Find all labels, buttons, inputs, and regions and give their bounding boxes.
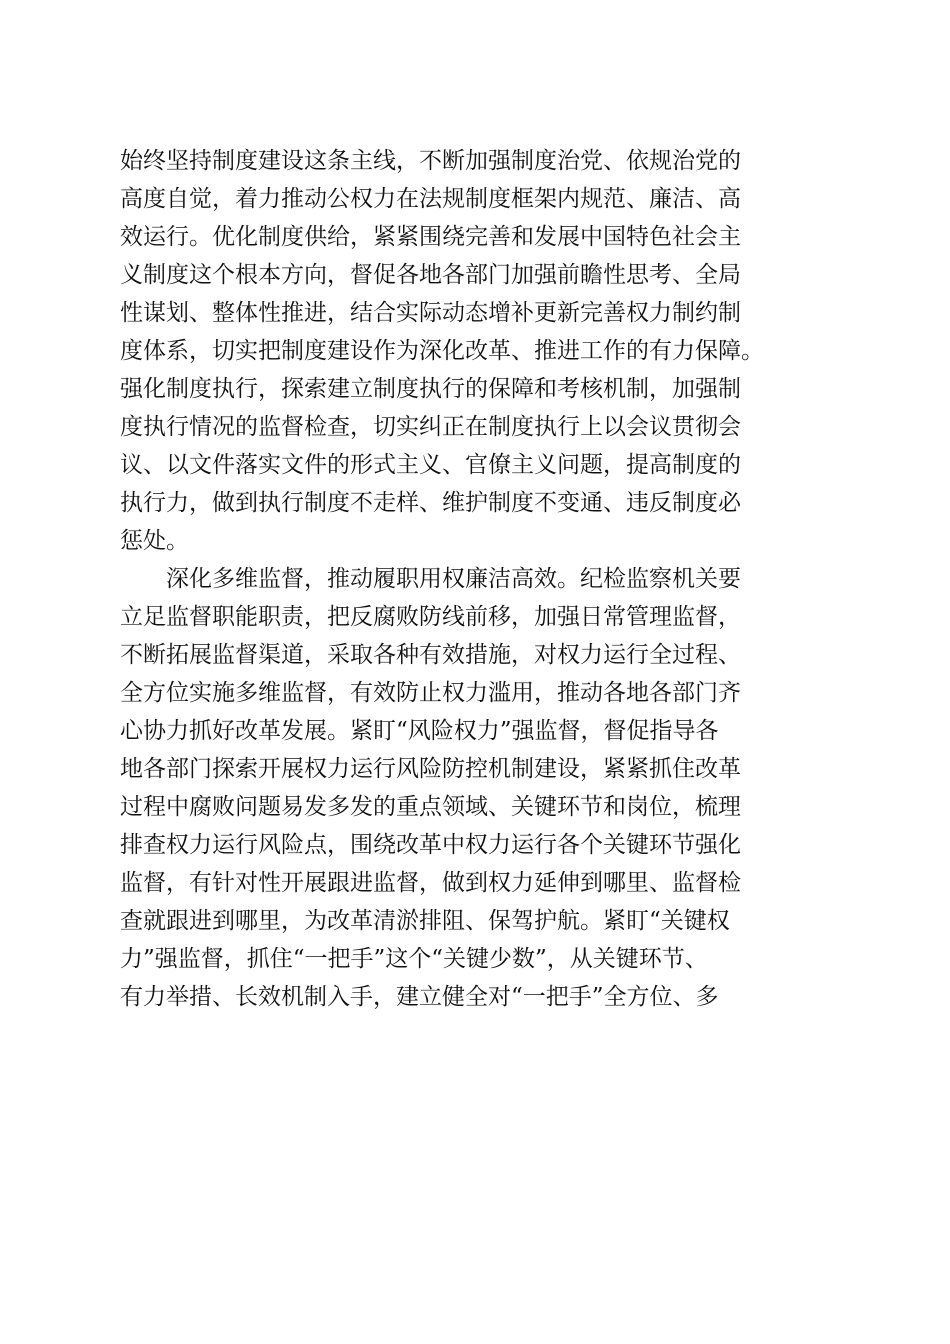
text-line: 监督，有针对性开展跟进监督，做到权力延伸到哪里、监督检 bbox=[120, 870, 741, 896]
text-line: 过程中腐败问题易发多发的重点领域、关键环节和岗位，梳理 bbox=[120, 794, 741, 820]
body-text bbox=[120, 142, 850, 1016]
text-line: 始终坚持制度建设这条主线，不断加强制度治党、依规治党的 bbox=[120, 148, 741, 174]
text-line: 心协力抓好改革发展。紧盯“风险权力”强监督，督促指导各 bbox=[120, 718, 719, 744]
paragraph-start-line: 深化多维监督，推动履职用权廉洁高效。纪检监察机关要 bbox=[166, 566, 741, 592]
text-line: 强化制度执行，探索建立制度执行的保障和考核机制，加强制 bbox=[120, 376, 741, 402]
text-line: 度体系，切实把制度建设作为深化改革、推进工作的有力保障。 bbox=[120, 338, 764, 364]
text-line: 不断拓展监督渠道，采取各种有效措施，对权力运行全过程、 bbox=[120, 642, 741, 668]
text-line: 义制度这个根本方向，督促各地各部门加强前瞻性思考、全局 bbox=[120, 262, 741, 288]
text-line: 力”强监督，抓住“一把手”这个“关键少数”，从关键环节、 bbox=[120, 946, 708, 972]
text-line: 高度自觉，着力推动公权力在法规制度框架内规范、廉洁、高 bbox=[120, 186, 741, 212]
text-line: 效运行。优化制度供给，紧紧围绕完善和发展中国特色社会主 bbox=[120, 224, 741, 250]
text-line: 性谋划、整体性推进，结合实际动态增补更新完善权力制约制 bbox=[120, 300, 741, 326]
text-line: 惩处。 bbox=[120, 528, 189, 554]
text-line: 度执行情况的监督检查，切实纠正在制度执行上以会议贯彻会 bbox=[120, 414, 741, 440]
text-line: 执行力，做到执行制度不走样、维护制度不变通、违反制度必 bbox=[120, 490, 741, 516]
text-line: 有力举措、长效机制入手，建立健全对“一把手”全方位、多 bbox=[120, 984, 719, 1010]
text-line: 排查权力运行风险点，围绕改革中权力运行各个关键环节强化 bbox=[120, 832, 741, 858]
text-line: 议、以文件落实文件的形式主义、官僚主义问题，提高制度的 bbox=[120, 452, 741, 478]
text-line: 全方位实施多维监督，有效防止权力滥用，推动各地各部门齐 bbox=[120, 680, 741, 706]
text-line: 查就跟进到哪里，为改革清淤排阻、保驾护航。紧盯“关键权 bbox=[120, 908, 730, 934]
text-line: 立足监督职能职责，把反腐败防线前移，加强日常管理监督， bbox=[120, 604, 741, 630]
text-line: 地各部门探索开展权力运行风险防控机制建设，紧紧抓住改革 bbox=[120, 756, 741, 782]
